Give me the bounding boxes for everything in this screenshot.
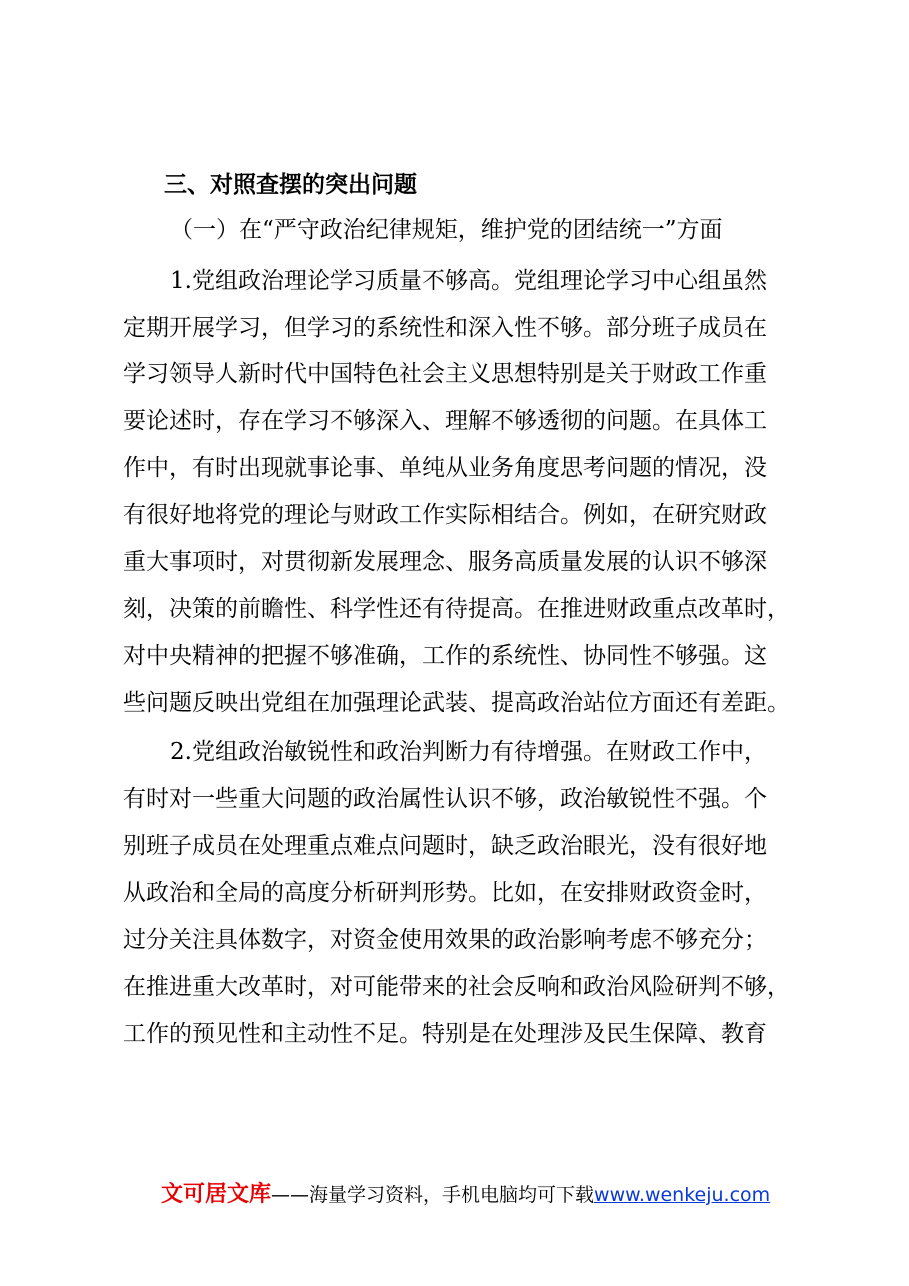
- paragraph-line: 对中央精神的把握不够准确，工作的系统性、协同性不够强。这: [123, 643, 767, 669]
- paragraph-line: 在推进重大改革时，对可能带来的社会反响和政治风险研判不够，: [123, 974, 790, 1000]
- paragraph-line: 别班子成员在处理重点难点问题时，缺乏政治眼光，没有很好地: [123, 833, 767, 859]
- paragraph-line: 重大事项时，对贯彻新发展理念、服务高质量发展的认识不够深: [123, 549, 767, 575]
- paragraph-line: 有时对一些重大问题的政治属性认识不够，政治敏锐性不强。个: [123, 786, 767, 812]
- section-subheading: （一）在“严守政治纪律规矩，维护党的团结统一”方面: [170, 217, 723, 243]
- paragraph-line: 1.党组政治理论学习质量不够高。党组理论学习中心组虽然: [170, 268, 767, 294]
- paragraph-line: 过分关注具体数字，对资金使用效果的政治影响考虑不够充分；: [123, 927, 767, 953]
- paragraph-line: 工作的预见性和主动性不足。特别是在处理涉及民生保障、教育: [123, 1021, 767, 1047]
- brand-name: 文可居文库: [161, 1182, 272, 1207]
- footer-tagline: ——海量学习资料，手机电脑均可下载: [271, 1184, 595, 1206]
- paragraph-line: 作中，有时出现就事论事、单纯从业务角度思考问题的情况，没: [123, 455, 767, 481]
- paragraph-line: 刻，决策的前瞻性、科学性还有待提高。在推进财政重点改革时，: [123, 596, 790, 622]
- footer-banner: [161, 1180, 770, 1210]
- paragraph-line: 定期开展学习，但学习的系统性和深入性不够。部分班子成员在: [123, 315, 767, 341]
- paragraph-line: 要论述时，存在学习不够深入、理解不够透彻的问题。在具体工: [123, 408, 767, 434]
- paragraph-line: 从政治和全局的高度分析研判形势。比如，在安排财政资金时，: [123, 880, 767, 906]
- website-link[interactable]: www.wenkeju.com: [594, 1184, 771, 1206]
- paragraph-line: 2.党组政治敏锐性和政治判断力有待增强。在财政工作中，: [170, 739, 767, 765]
- paragraph-line: 学习领导人新时代中国特色社会主义思想特别是关于财政工作重: [123, 361, 767, 387]
- paragraph-line: 些问题反映出党组在加强理论武装、提高政治站位方面还有差距。: [123, 690, 790, 716]
- paragraph-line: 有很好地将党的理论与财政工作实际相结合。例如，在研究财政: [123, 502, 767, 528]
- section-heading: 三、对照查摆的突出问题: [164, 172, 417, 198]
